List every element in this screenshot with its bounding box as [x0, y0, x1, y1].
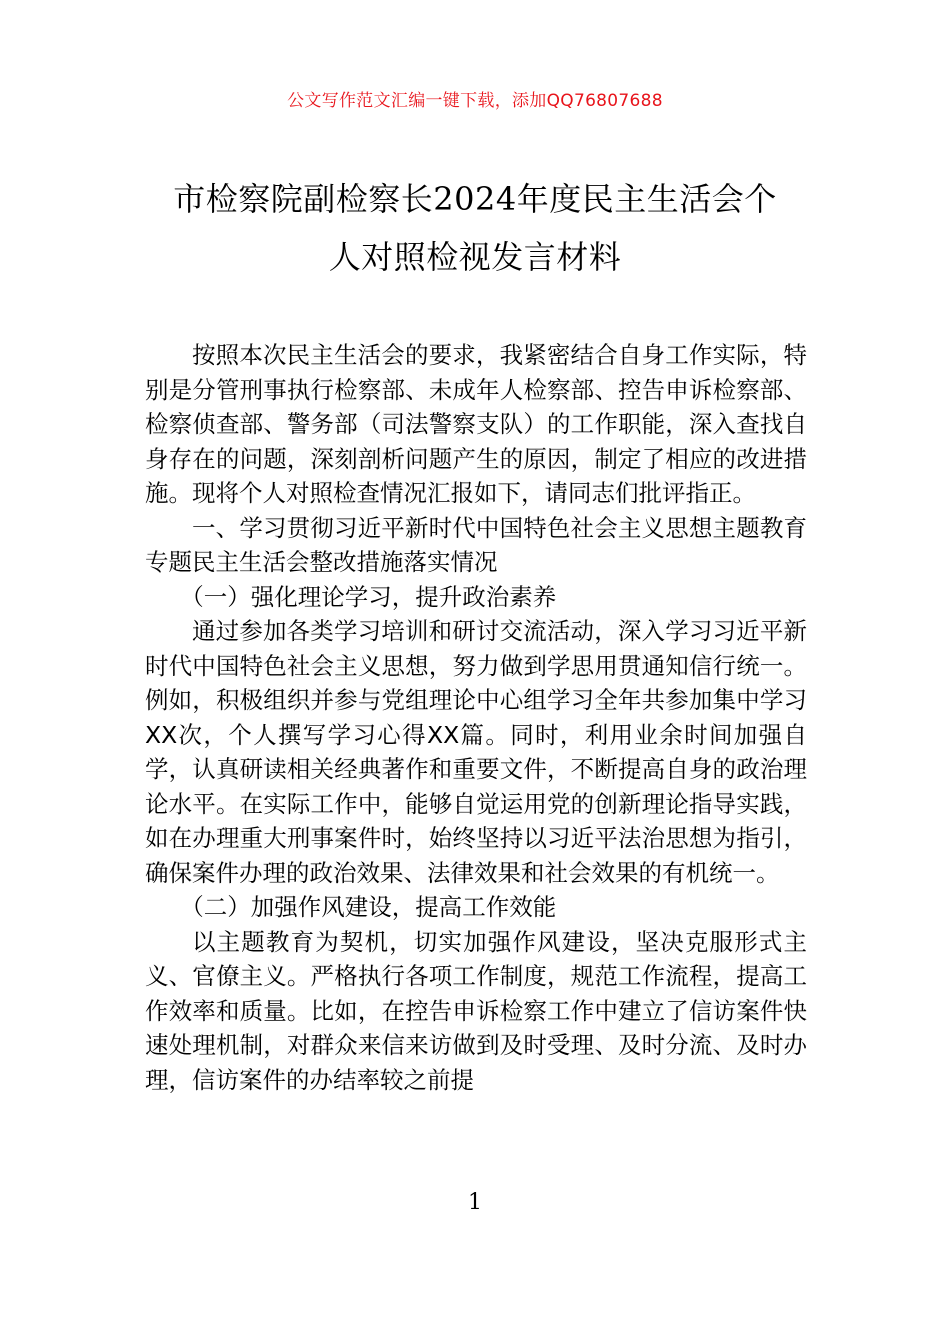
intro-paragraph: 按照本次民主生活会的要求，我紧密结合自身工作实际，特别是分管刑事执行检察部、未成年人检察部、控告申诉检察部、检察侦查部、警务部（司法警察支队）的工作职能，深入查找自身存在的问题，深刻剖析问题产生的原因，制定了相应的改进措施。现将个人对照检查情况汇报如下，请同志们批评指正。 [145, 341, 807, 507]
section-heading-1: 一、学习贯彻习近平新时代中国特色社会主义思想主题教育专题民主生活会整改措施落实情况 [145, 513, 807, 576]
title-line-1: 市检察院副检察长2024年度民主生活会个 [173, 180, 777, 218]
download-banner: 公文写作范文汇编一键下载，添加QQ76807688 [287, 91, 663, 111]
body-paragraph-2: 以主题教育为契机，切实加强作风建设，坚决克服形式主义、官僚主义。严格执行各项工作制度，规范工作流程，提高工作效率和质量。比如，在控告申诉检察工作中建立了信访案件快速处理机制，对群众来信来访做到及时受理、及时分流、及时办理，信访案件的办结率较之前提 [145, 927, 807, 1094]
document-body [145, 338, 807, 1097]
document-title [120, 170, 830, 286]
body-paragraph-1: 通过参加各类学习培训和研讨交流活动，深入学习习近平新时代中国特色社会主义思想，努力做到学思用贯通知信行统一。例如，积极组织并参与党组理论中心组学习全年共参加集中学习XX次，个人撰写学习心得XX篇。同时，利用业余时间加强自学，认真研读相关经典著作和重要文件，不断提高自身的政治理论水平。在实际工作中，能够自觉运用党的创新理论指导实践，如在办理重大刑事案件时，始终坚持以习近平法治思想为指引，确保案件办理的政治效果、法律效果和社会效果的有机统一。 [145, 617, 807, 887]
subsection-heading-2: （二）加强作风建设，提高工作效能 [180, 893, 557, 921]
page-number: 1 [468, 1190, 482, 1215]
title-line-2: 人对照检视发言材料 [328, 238, 622, 276]
subsection-heading-1: （一）强化理论学习，提升政治素养 [180, 582, 557, 611]
